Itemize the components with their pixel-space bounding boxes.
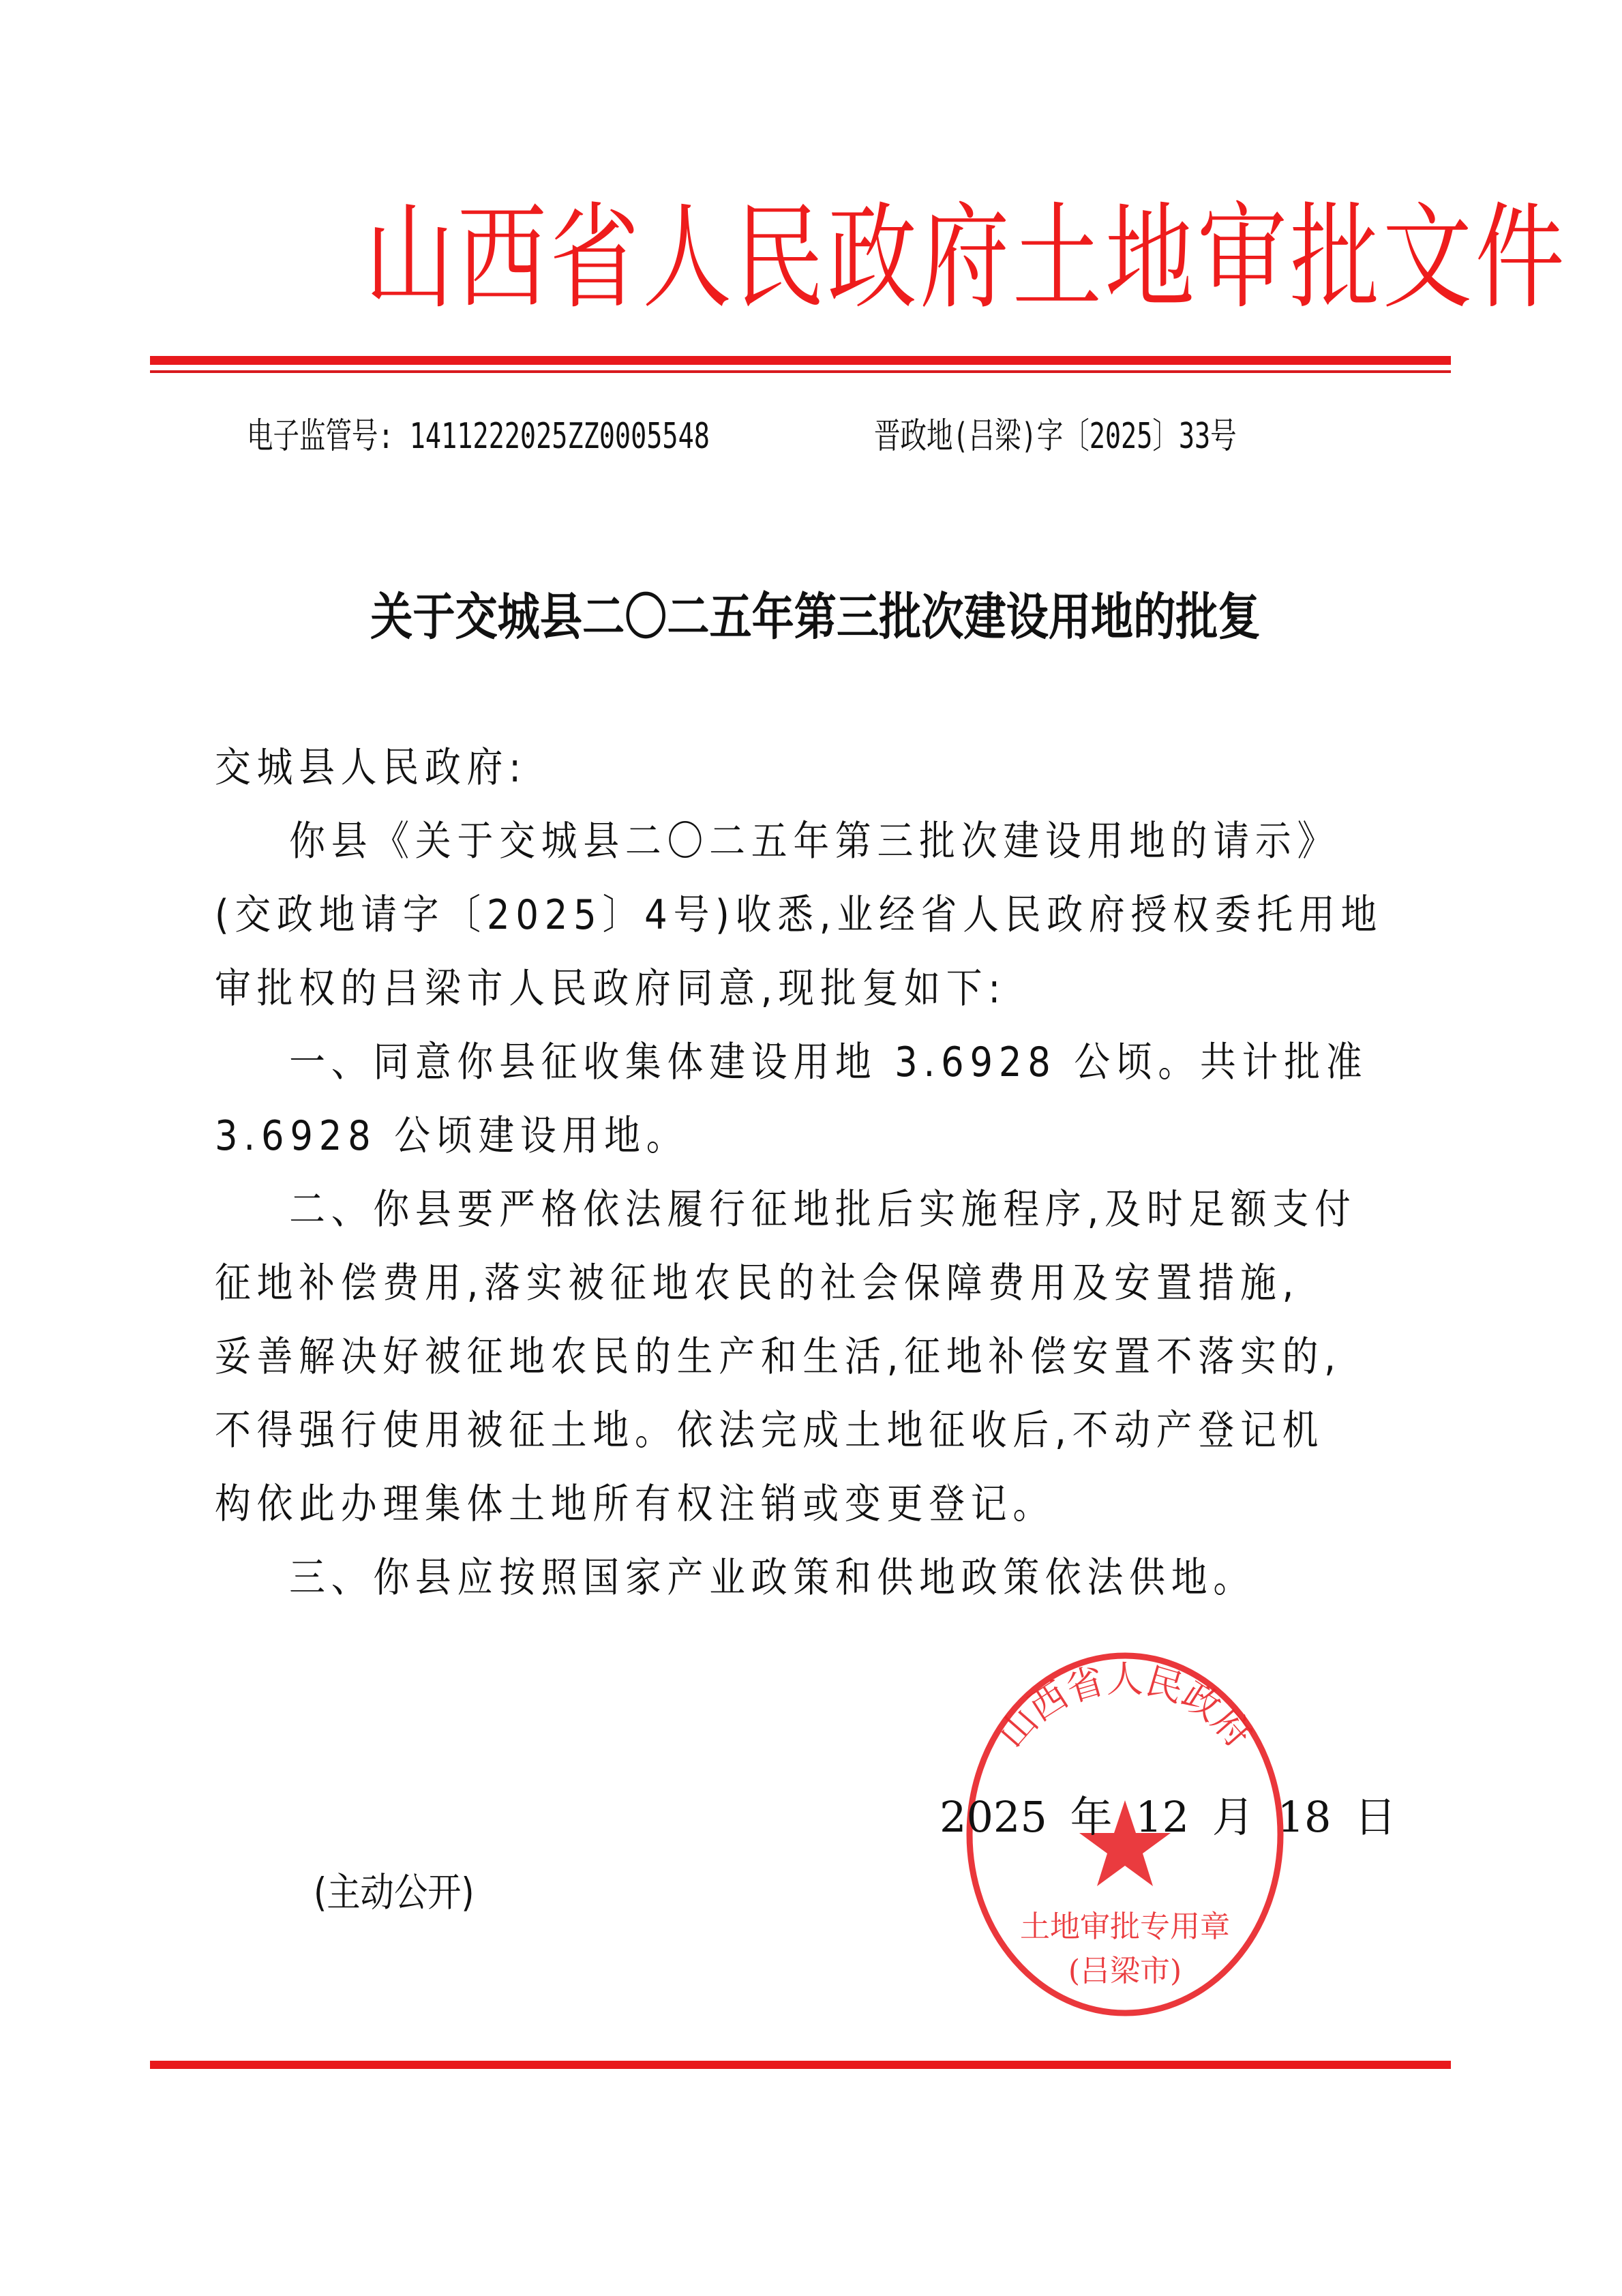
document-date: 2025 年 12 月 18 日 [940,1792,1397,1842]
seal-city-text: (吕梁市) [1068,1954,1182,1988]
document-body [215,731,1408,1615]
agency-header-title: 山西省人民政府土地审批文件 [364,191,1568,325]
addressee: 交城县人民政府: [215,744,527,792]
body-line: 你县《关于交城县二〇二五年第三批次建设用地的请示》 [289,818,1340,865]
document-number: 晋政地(吕梁)字〔2025〕33号 [874,416,1237,457]
body-line: 二、你县要严格依法履行征地批后实施程序,及时足额支付 [289,1186,1357,1234]
disclosure-note: (主动公开) [314,1869,475,1915]
body-line: 构依此办理集体土地所有权注销或变更登记。 [215,1480,1055,1528]
supervision-number: 1411222025ZZ0005548 [409,416,710,457]
seal-outer-text: 山西省人民政府 [989,1657,1261,1756]
body-line: 征地补偿费用,落实被征地农民的社会保障费用及安置措施, [215,1259,1300,1307]
body-line: 审批权的吕梁市人民政府同意,现批复如下: [215,965,1006,1013]
body-line: 三、你县应按照国家产业政策和供地政策依法供地。 [289,1554,1255,1602]
document-title: 关于交城县二〇二五年第三批次建设用地的批复 [370,588,1261,646]
body-line: (交政地请字〔2025〕4号)收悉,业经省人民政府授权委托用地 [215,891,1383,939]
svg-text:山西省人民政府 [989,1658,1260,1756]
body-line: 3.6928 公顷建设用地。 [215,1112,689,1160]
header-rule-thick [150,356,1451,365]
supervision-label: 电子监管号: [247,416,394,457]
body-line: 不得强行使用被征土地。依法完成土地征收后,不动产登记机 [215,1407,1325,1455]
header-rule-thin [150,370,1451,373]
body-line: 妥善解决好被征地农民的生产和生活,征地补偿安置不落实的, [215,1333,1342,1381]
seal-inner-text: 土地审批专用章 [1020,1909,1230,1944]
body-line: 一、同意你县征收集体建设用地 3.6928 公顷。共计批准 [289,1039,1368,1086]
supervision-number-line [247,409,710,464]
footer-rule [150,2061,1451,2069]
